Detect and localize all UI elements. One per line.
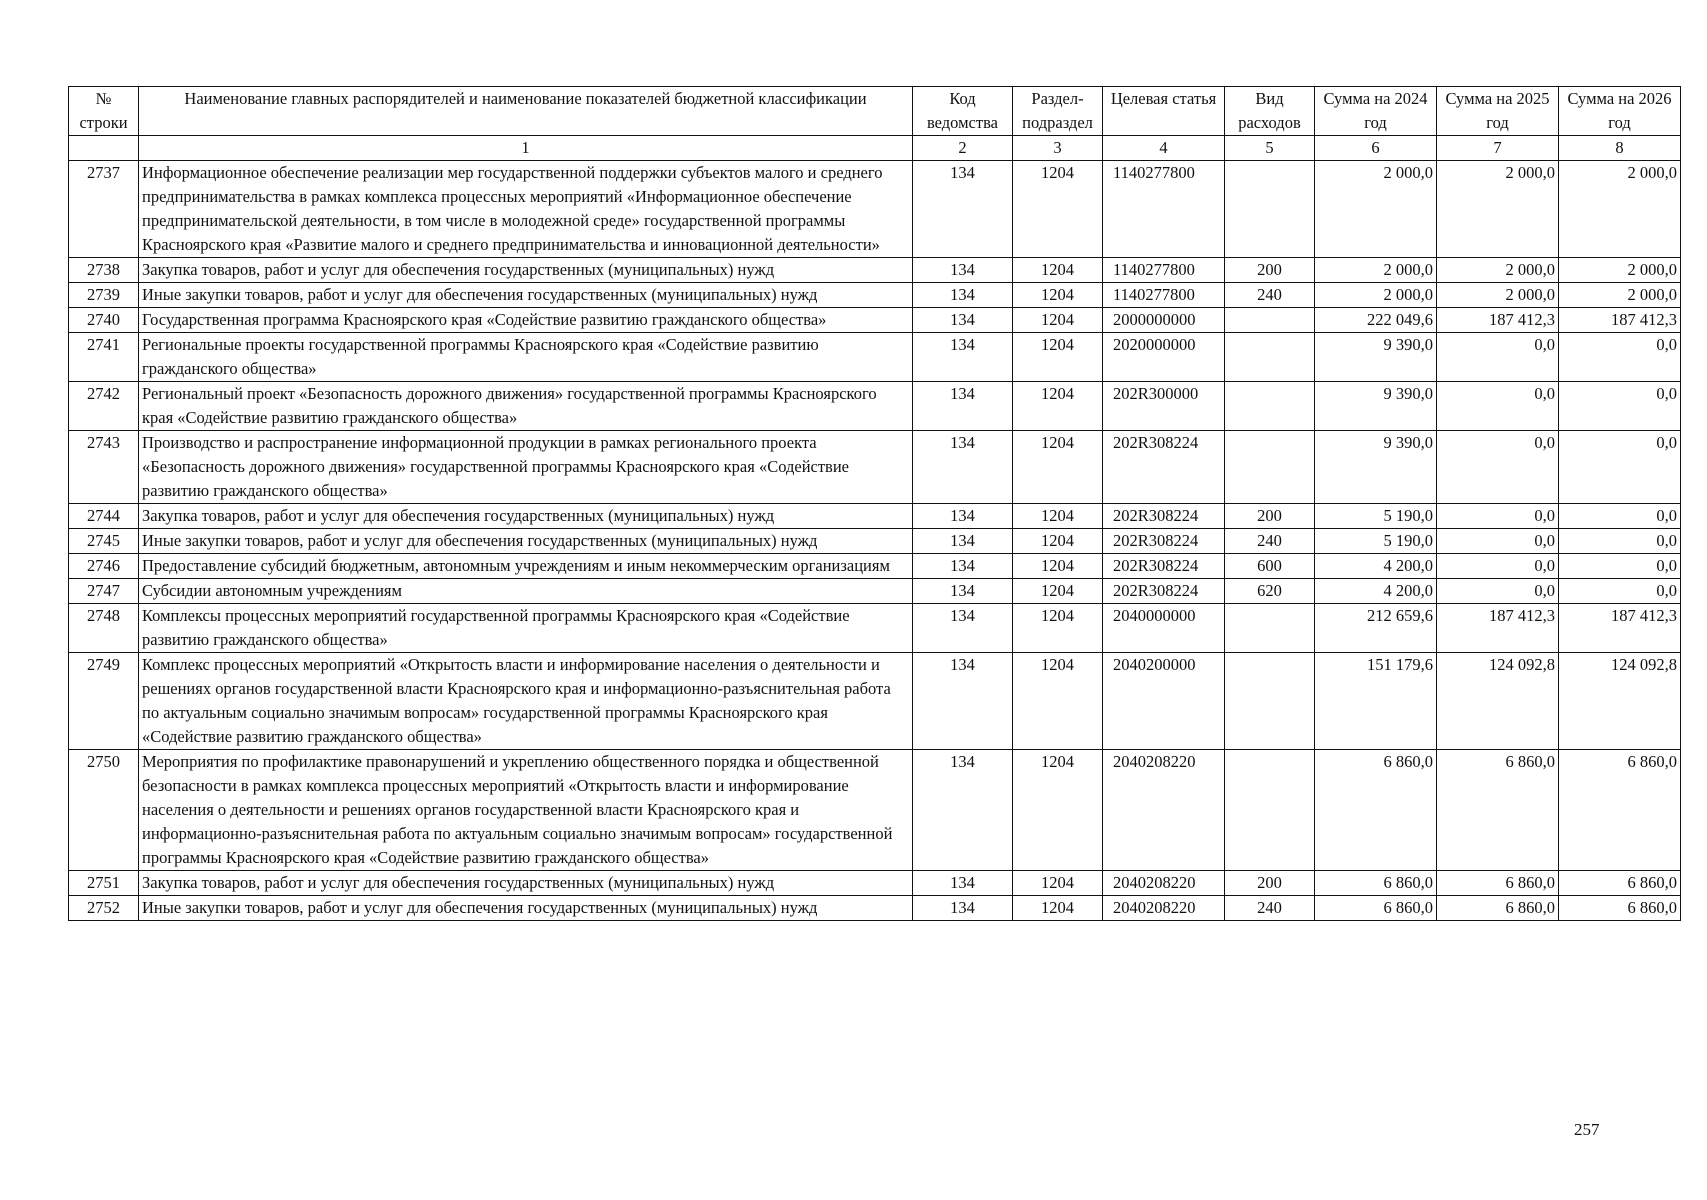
row-expense-type — [1225, 382, 1315, 431]
row-number: 2746 — [69, 554, 139, 579]
row-sum-2025: 6 860,0 — [1437, 896, 1559, 921]
row-sum-2025: 0,0 — [1437, 554, 1559, 579]
table-body — [69, 161, 1681, 921]
row-section: 1204 — [1013, 504, 1103, 529]
row-expense-type: 620 — [1225, 579, 1315, 604]
row-sum-2026: 0,0 — [1559, 504, 1681, 529]
row-number: 2744 — [69, 504, 139, 529]
row-department-code: 134 — [913, 283, 1013, 308]
row-number: 2737 — [69, 161, 139, 258]
row-sum-2024: 6 860,0 — [1315, 750, 1437, 871]
row-number: 2750 — [69, 750, 139, 871]
table-row — [69, 554, 1681, 579]
header-sum-2026: Сумма на 2026 год — [1559, 87, 1681, 136]
row-number: 2748 — [69, 604, 139, 653]
row-sum-2026: 0,0 — [1559, 529, 1681, 554]
row-sum-2025: 0,0 — [1437, 504, 1559, 529]
row-sum-2026: 124 092,8 — [1559, 653, 1681, 750]
row-target-article: 202R308224 — [1103, 554, 1225, 579]
row-sum-2025: 0,0 — [1437, 579, 1559, 604]
row-name: Закупка товаров, работ и услуг для обеспечения государственных (муниципальных) нужд — [139, 871, 913, 896]
row-target-article: 202R300000 — [1103, 382, 1225, 431]
table-row — [69, 504, 1681, 529]
row-target-article: 2020000000 — [1103, 333, 1225, 382]
row-number: 2752 — [69, 896, 139, 921]
header-department-code: Код ведомства — [913, 87, 1013, 136]
row-name: Региональные проекты государственной программы Красноярского края «Содействие развитию гражданского общества» — [139, 333, 913, 382]
row-sum-2025: 2 000,0 — [1437, 161, 1559, 258]
row-target-article: 1140277800 — [1103, 161, 1225, 258]
row-department-code: 134 — [913, 382, 1013, 431]
row-sum-2026: 187 412,3 — [1559, 308, 1681, 333]
row-number: 2741 — [69, 333, 139, 382]
row-section: 1204 — [1013, 871, 1103, 896]
row-section: 1204 — [1013, 579, 1103, 604]
table-row — [69, 653, 1681, 750]
row-department-code: 134 — [913, 896, 1013, 921]
row-department-code: 134 — [913, 529, 1013, 554]
index-cell: 3 — [1013, 136, 1103, 161]
row-expense-type — [1225, 333, 1315, 382]
row-expense-type: 200 — [1225, 871, 1315, 896]
table-row — [69, 283, 1681, 308]
row-sum-2024: 9 390,0 — [1315, 382, 1437, 431]
row-expense-type — [1225, 431, 1315, 504]
row-expense-type: 240 — [1225, 896, 1315, 921]
row-sum-2024: 2 000,0 — [1315, 283, 1437, 308]
row-name: Государственная программа Красноярского края «Содействие развитию гражданского общества» — [139, 308, 913, 333]
row-sum-2025: 124 092,8 — [1437, 653, 1559, 750]
row-sum-2024: 212 659,6 — [1315, 604, 1437, 653]
row-sum-2025: 0,0 — [1437, 382, 1559, 431]
row-section: 1204 — [1013, 604, 1103, 653]
header-name: Наименование главных распорядителей и наименование показателей бюджетной классификации — [139, 87, 913, 136]
row-sum-2026: 6 860,0 — [1559, 871, 1681, 896]
row-department-code: 134 — [913, 554, 1013, 579]
row-expense-type — [1225, 604, 1315, 653]
table-row — [69, 896, 1681, 921]
row-section: 1204 — [1013, 431, 1103, 504]
header-target-article: Целевая статья — [1103, 87, 1225, 136]
header-sum-2025: Сумма на 2025 год — [1437, 87, 1559, 136]
row-section: 1204 — [1013, 283, 1103, 308]
row-target-article: 202R308224 — [1103, 431, 1225, 504]
row-name: Предоставление субсидий бюджетным, автономным учреждениям и иным некоммерческим организациям — [139, 554, 913, 579]
row-sum-2024: 5 190,0 — [1315, 504, 1437, 529]
row-number: 2745 — [69, 529, 139, 554]
row-sum-2026: 0,0 — [1559, 554, 1681, 579]
row-sum-2026: 2 000,0 — [1559, 283, 1681, 308]
row-number: 2751 — [69, 871, 139, 896]
row-section: 1204 — [1013, 653, 1103, 750]
row-target-article: 2040000000 — [1103, 604, 1225, 653]
row-number: 2739 — [69, 283, 139, 308]
row-department-code: 134 — [913, 258, 1013, 283]
row-department-code: 134 — [913, 431, 1013, 504]
row-number: 2749 — [69, 653, 139, 750]
index-cell-empty — [69, 136, 139, 161]
row-sum-2025: 0,0 — [1437, 529, 1559, 554]
row-section: 1204 — [1013, 161, 1103, 258]
index-cell: 1 — [139, 136, 913, 161]
row-sum-2025: 6 860,0 — [1437, 750, 1559, 871]
row-name: Иные закупки товаров, работ и услуг для обеспечения государственных (муниципальных) нужд — [139, 529, 913, 554]
row-section: 1204 — [1013, 750, 1103, 871]
row-expense-type — [1225, 653, 1315, 750]
row-name: Иные закупки товаров, работ и услуг для обеспечения государственных (муниципальных) нужд — [139, 896, 913, 921]
row-expense-type — [1225, 161, 1315, 258]
row-sum-2025: 187 412,3 — [1437, 604, 1559, 653]
table-row — [69, 431, 1681, 504]
row-sum-2024: 6 860,0 — [1315, 871, 1437, 896]
header-row — [69, 87, 1681, 136]
row-sum-2025: 2 000,0 — [1437, 283, 1559, 308]
row-department-code: 134 — [913, 308, 1013, 333]
row-name: Иные закупки товаров, работ и услуг для обеспечения государственных (муниципальных) нужд — [139, 283, 913, 308]
index-cell: 4 — [1103, 136, 1225, 161]
header-section: Раздел-подраздел — [1013, 87, 1103, 136]
row-number: 2738 — [69, 258, 139, 283]
row-sum-2025: 187 412,3 — [1437, 308, 1559, 333]
row-department-code: 134 — [913, 579, 1013, 604]
row-target-article: 202R308224 — [1103, 529, 1225, 554]
row-expense-type: 200 — [1225, 504, 1315, 529]
row-name: Субсидии автономным учреждениям — [139, 579, 913, 604]
row-sum-2024: 2 000,0 — [1315, 161, 1437, 258]
row-sum-2025: 2 000,0 — [1437, 258, 1559, 283]
row-sum-2024: 9 390,0 — [1315, 333, 1437, 382]
table-row — [69, 871, 1681, 896]
table-row — [69, 604, 1681, 653]
row-sum-2024: 2 000,0 — [1315, 258, 1437, 283]
table-row — [69, 308, 1681, 333]
row-name: Комплексы процессных мероприятий государственной программы Красноярского края «Содействие развитию гражданского общества» — [139, 604, 913, 653]
row-expense-type: 240 — [1225, 529, 1315, 554]
index-cell: 6 — [1315, 136, 1437, 161]
row-sum-2024: 6 860,0 — [1315, 896, 1437, 921]
page-number: 257 — [1574, 1120, 1600, 1139]
row-section: 1204 — [1013, 258, 1103, 283]
row-sum-2024: 222 049,6 — [1315, 308, 1437, 333]
row-department-code: 134 — [913, 504, 1013, 529]
index-cell: 8 — [1559, 136, 1681, 161]
table-row — [69, 529, 1681, 554]
row-sum-2026: 6 860,0 — [1559, 896, 1681, 921]
row-department-code: 134 — [913, 161, 1013, 258]
row-expense-type — [1225, 308, 1315, 333]
row-sum-2026: 0,0 — [1559, 382, 1681, 431]
row-sum-2025: 6 860,0 — [1437, 871, 1559, 896]
row-sum-2025: 0,0 — [1437, 333, 1559, 382]
row-section: 1204 — [1013, 529, 1103, 554]
row-expense-type: 200 — [1225, 258, 1315, 283]
row-section: 1204 — [1013, 333, 1103, 382]
row-target-article: 2040200000 — [1103, 653, 1225, 750]
table-row — [69, 382, 1681, 431]
table-header — [69, 87, 1681, 161]
row-sum-2024: 5 190,0 — [1315, 529, 1437, 554]
row-target-article: 202R308224 — [1103, 504, 1225, 529]
row-section: 1204 — [1013, 896, 1103, 921]
row-name: Мероприятия по профилактике правонарушений и укреплению общественного порядка и общественной безопасности в рамках комплекса процессных мероприятий «Открытость власти и информирование населения о деятельности и решениях органов государственной власти Красноярского края и информационно-разъяснительная работа по актуальным социально значимым вопросам» государственной программы Красноярского края «Содействие развитию гражданского общества» — [139, 750, 913, 871]
row-target-article: 2040208220 — [1103, 871, 1225, 896]
row-section: 1204 — [1013, 554, 1103, 579]
row-expense-type: 600 — [1225, 554, 1315, 579]
row-sum-2026: 0,0 — [1559, 431, 1681, 504]
row-sum-2026: 2 000,0 — [1559, 258, 1681, 283]
row-number: 2747 — [69, 579, 139, 604]
budget-table — [68, 86, 1681, 921]
row-target-article: 1140277800 — [1103, 258, 1225, 283]
row-sum-2024: 151 179,6 — [1315, 653, 1437, 750]
row-number: 2742 — [69, 382, 139, 431]
row-number: 2743 — [69, 431, 139, 504]
header-row-number: № строки — [69, 87, 139, 136]
column-index-row — [69, 136, 1681, 161]
row-name: Комплекс процессных мероприятий «Открытость власти и информирование населения о деятельности и решениях органов государственной власти Красноярского края и информационно-разъяснительная работа по актуальным социально значимым вопросам» государственной программы Красноярского края «Содействие развитию гражданского общества» — [139, 653, 913, 750]
row-sum-2026: 2 000,0 — [1559, 161, 1681, 258]
row-name: Региональный проект «Безопасность дорожного движения» государственной программы Красноярского края «Содействие развитию гражданского общества» — [139, 382, 913, 431]
row-target-article: 2040208220 — [1103, 750, 1225, 871]
row-target-article: 1140277800 — [1103, 283, 1225, 308]
row-number: 2740 — [69, 308, 139, 333]
row-section: 1204 — [1013, 308, 1103, 333]
table-row — [69, 258, 1681, 283]
table-row — [69, 579, 1681, 604]
index-cell: 7 — [1437, 136, 1559, 161]
row-name: Информационное обеспечение реализации мер государственной поддержки субъектов малого и среднего предпринимательства в рамках комплекса процессных мероприятий «Информационное обеспечение предпринимательской деятельности, в том числе в молодежной среде» государственной программы Красноярского края «Развитие малого и среднего предпринимательства и инновационной деятельности» — [139, 161, 913, 258]
row-target-article: 2000000000 — [1103, 308, 1225, 333]
row-sum-2025: 0,0 — [1437, 431, 1559, 504]
row-department-code: 134 — [913, 871, 1013, 896]
row-target-article: 202R308224 — [1103, 579, 1225, 604]
table-row — [69, 750, 1681, 871]
row-name: Закупка товаров, работ и услуг для обеспечения государственных (муниципальных) нужд — [139, 504, 913, 529]
row-department-code: 134 — [913, 653, 1013, 750]
row-department-code: 134 — [913, 333, 1013, 382]
row-sum-2024: 4 200,0 — [1315, 579, 1437, 604]
row-department-code: 134 — [913, 750, 1013, 871]
row-sum-2024: 4 200,0 — [1315, 554, 1437, 579]
table-row — [69, 333, 1681, 382]
row-sum-2024: 9 390,0 — [1315, 431, 1437, 504]
row-section: 1204 — [1013, 382, 1103, 431]
header-expense-type: Вид расходов — [1225, 87, 1315, 136]
index-cell: 5 — [1225, 136, 1315, 161]
row-expense-type — [1225, 750, 1315, 871]
row-sum-2026: 0,0 — [1559, 333, 1681, 382]
header-sum-2024: Сумма на 2024 год — [1315, 87, 1437, 136]
row-sum-2026: 187 412,3 — [1559, 604, 1681, 653]
row-sum-2026: 0,0 — [1559, 579, 1681, 604]
row-name: Закупка товаров, работ и услуг для обеспечения государственных (муниципальных) нужд — [139, 258, 913, 283]
row-target-article: 2040208220 — [1103, 896, 1225, 921]
row-expense-type: 240 — [1225, 283, 1315, 308]
table-row — [69, 161, 1681, 258]
row-department-code: 134 — [913, 604, 1013, 653]
index-cell: 2 — [913, 136, 1013, 161]
row-name: Производство и распространение информационной продукции в рамках регионального проекта «Безопасность дорожного движения» государственной программы Красноярского края «Содействие развитию гражданского общества» — [139, 431, 913, 504]
row-sum-2026: 6 860,0 — [1559, 750, 1681, 871]
